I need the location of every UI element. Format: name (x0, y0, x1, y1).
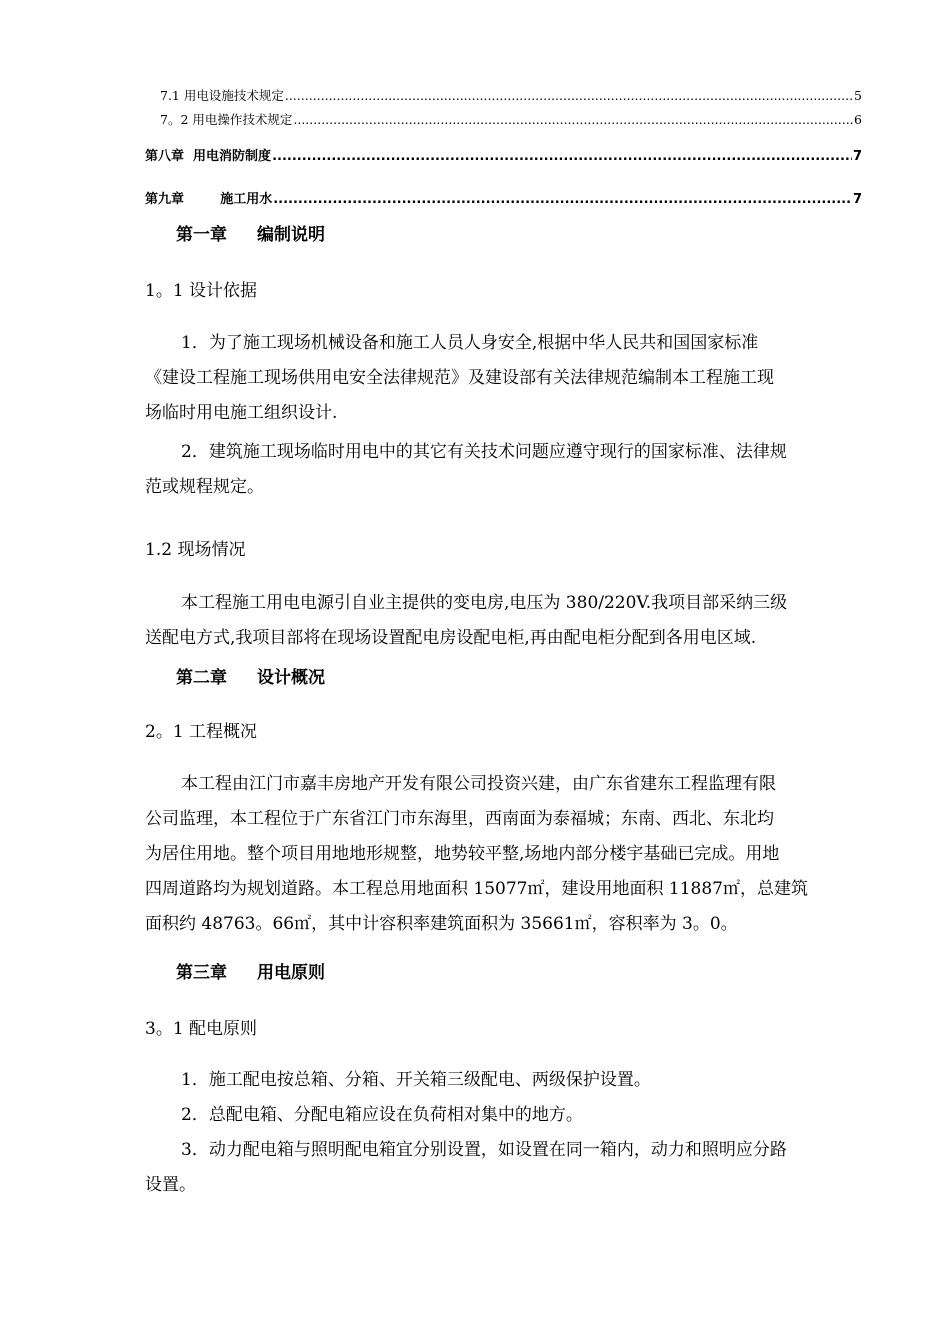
toc-leader-dots (273, 192, 852, 207)
chapter-title: 设计概况 (257, 668, 325, 688)
paragraph-line: 本工程由江门市嘉丰房地产开发有限公司投资兴建，由广东省建东工程监理有限 (181, 774, 776, 794)
paragraph-line: 送配电方式,我项目部将在现场设置配电房设配电柜,再由配电柜分配到各用电区域. (145, 628, 757, 648)
toc-item-page: 5 (854, 88, 862, 103)
toc-item-page: 7 (852, 149, 862, 164)
toc-leader-dots (272, 149, 852, 164)
paragraph-line: 为居住用地。整个项目用地地形规整，地势较平整,场地内部分楼宇基础已完成。用地 (145, 844, 780, 864)
toc-item-title: 第八章 用电消防制度 (145, 149, 272, 164)
toc-leader-dots (285, 88, 853, 103)
toc-item[interactable] (145, 188, 862, 207)
toc-item[interactable] (160, 110, 862, 128)
paragraph-line: 设置。 (145, 1175, 196, 1195)
paragraph-line: 《建设工程施工现场供用电安全法律规范》及建设部有关法律规范编制本工程施工现 (145, 368, 774, 388)
section-heading: 1。1 设计依据 (145, 281, 258, 301)
list-item: 2．总配电箱、分配电箱应设在负荷相对集中的地方。 (181, 1105, 583, 1125)
paragraph-line: 场临时用电施工组织设计. (145, 403, 338, 423)
toc-item-page: 7 (852, 192, 862, 207)
chapter-heading (176, 958, 325, 983)
toc-item-page: 6 (854, 112, 862, 127)
paragraph-line: 2．建筑施工现场临时用电中的其它有关技术问题应遵守现行的国家标准、法律规 (181, 442, 787, 462)
chapter-heading (176, 663, 325, 688)
paragraph-line: 面积约 48763。66㎡，其中计容积率建筑面积为 35661㎡，容积率为 3。0。 (145, 914, 738, 934)
chapter-number: 第三章 (176, 963, 227, 983)
toc-item-title: 7。2 用电操作技术规定 (160, 112, 293, 127)
toc-item[interactable] (145, 145, 862, 164)
list-item: 1．施工配电按总箱、分箱、开关箱三级配电、两级保护设置。 (181, 1070, 651, 1090)
chapter-title: 用电原则 (257, 963, 325, 983)
paragraph-line: 3．动力配电箱与照明配电箱宜分别设置，如设置在同一箱内，动力和照明应分路 (181, 1140, 787, 1160)
paragraph (145, 1063, 865, 1203)
toc-item[interactable] (160, 86, 862, 104)
paragraph-line: 本工程施工用电电源引自业主提供的变电房,电压为 380/220V.我项目部采纳三级 (181, 593, 788, 613)
section-heading: 1.2 现场情况 (145, 540, 246, 560)
paragraph-line: 四周道路均为规划道路。本工程总用地面积 15077㎡，建设用地面积 11887㎡，总建筑 (145, 879, 808, 899)
toc-item-title: 第九章 施工用水 (145, 192, 273, 207)
paragraph-line: 公司监理，本工程位于广东省江门市东海里，西南面为泰福城；东南、西北、东北均 (145, 809, 774, 829)
paragraph (145, 435, 865, 505)
toc-leader-dots (293, 112, 853, 127)
chapter-title: 编制说明 (257, 225, 325, 245)
paragraph (145, 767, 865, 942)
toc-item-title: 7.1 用电设施技术规定 (160, 88, 284, 103)
paragraph (145, 586, 865, 656)
paragraph-line: 1．为了施工现场机械设备和施工人员人身安全,根据中华人民共和国国家标准 (181, 333, 759, 353)
paragraph-line: 范或规程规定。 (145, 477, 264, 497)
chapter-number: 第二章 (176, 668, 227, 688)
chapter-number: 第一章 (176, 225, 227, 245)
section-heading: 2。1 工程概况 (145, 722, 258, 742)
paragraph (145, 326, 865, 431)
section-heading: 3。1 配电原则 (145, 1019, 258, 1039)
chapter-heading (176, 220, 325, 245)
